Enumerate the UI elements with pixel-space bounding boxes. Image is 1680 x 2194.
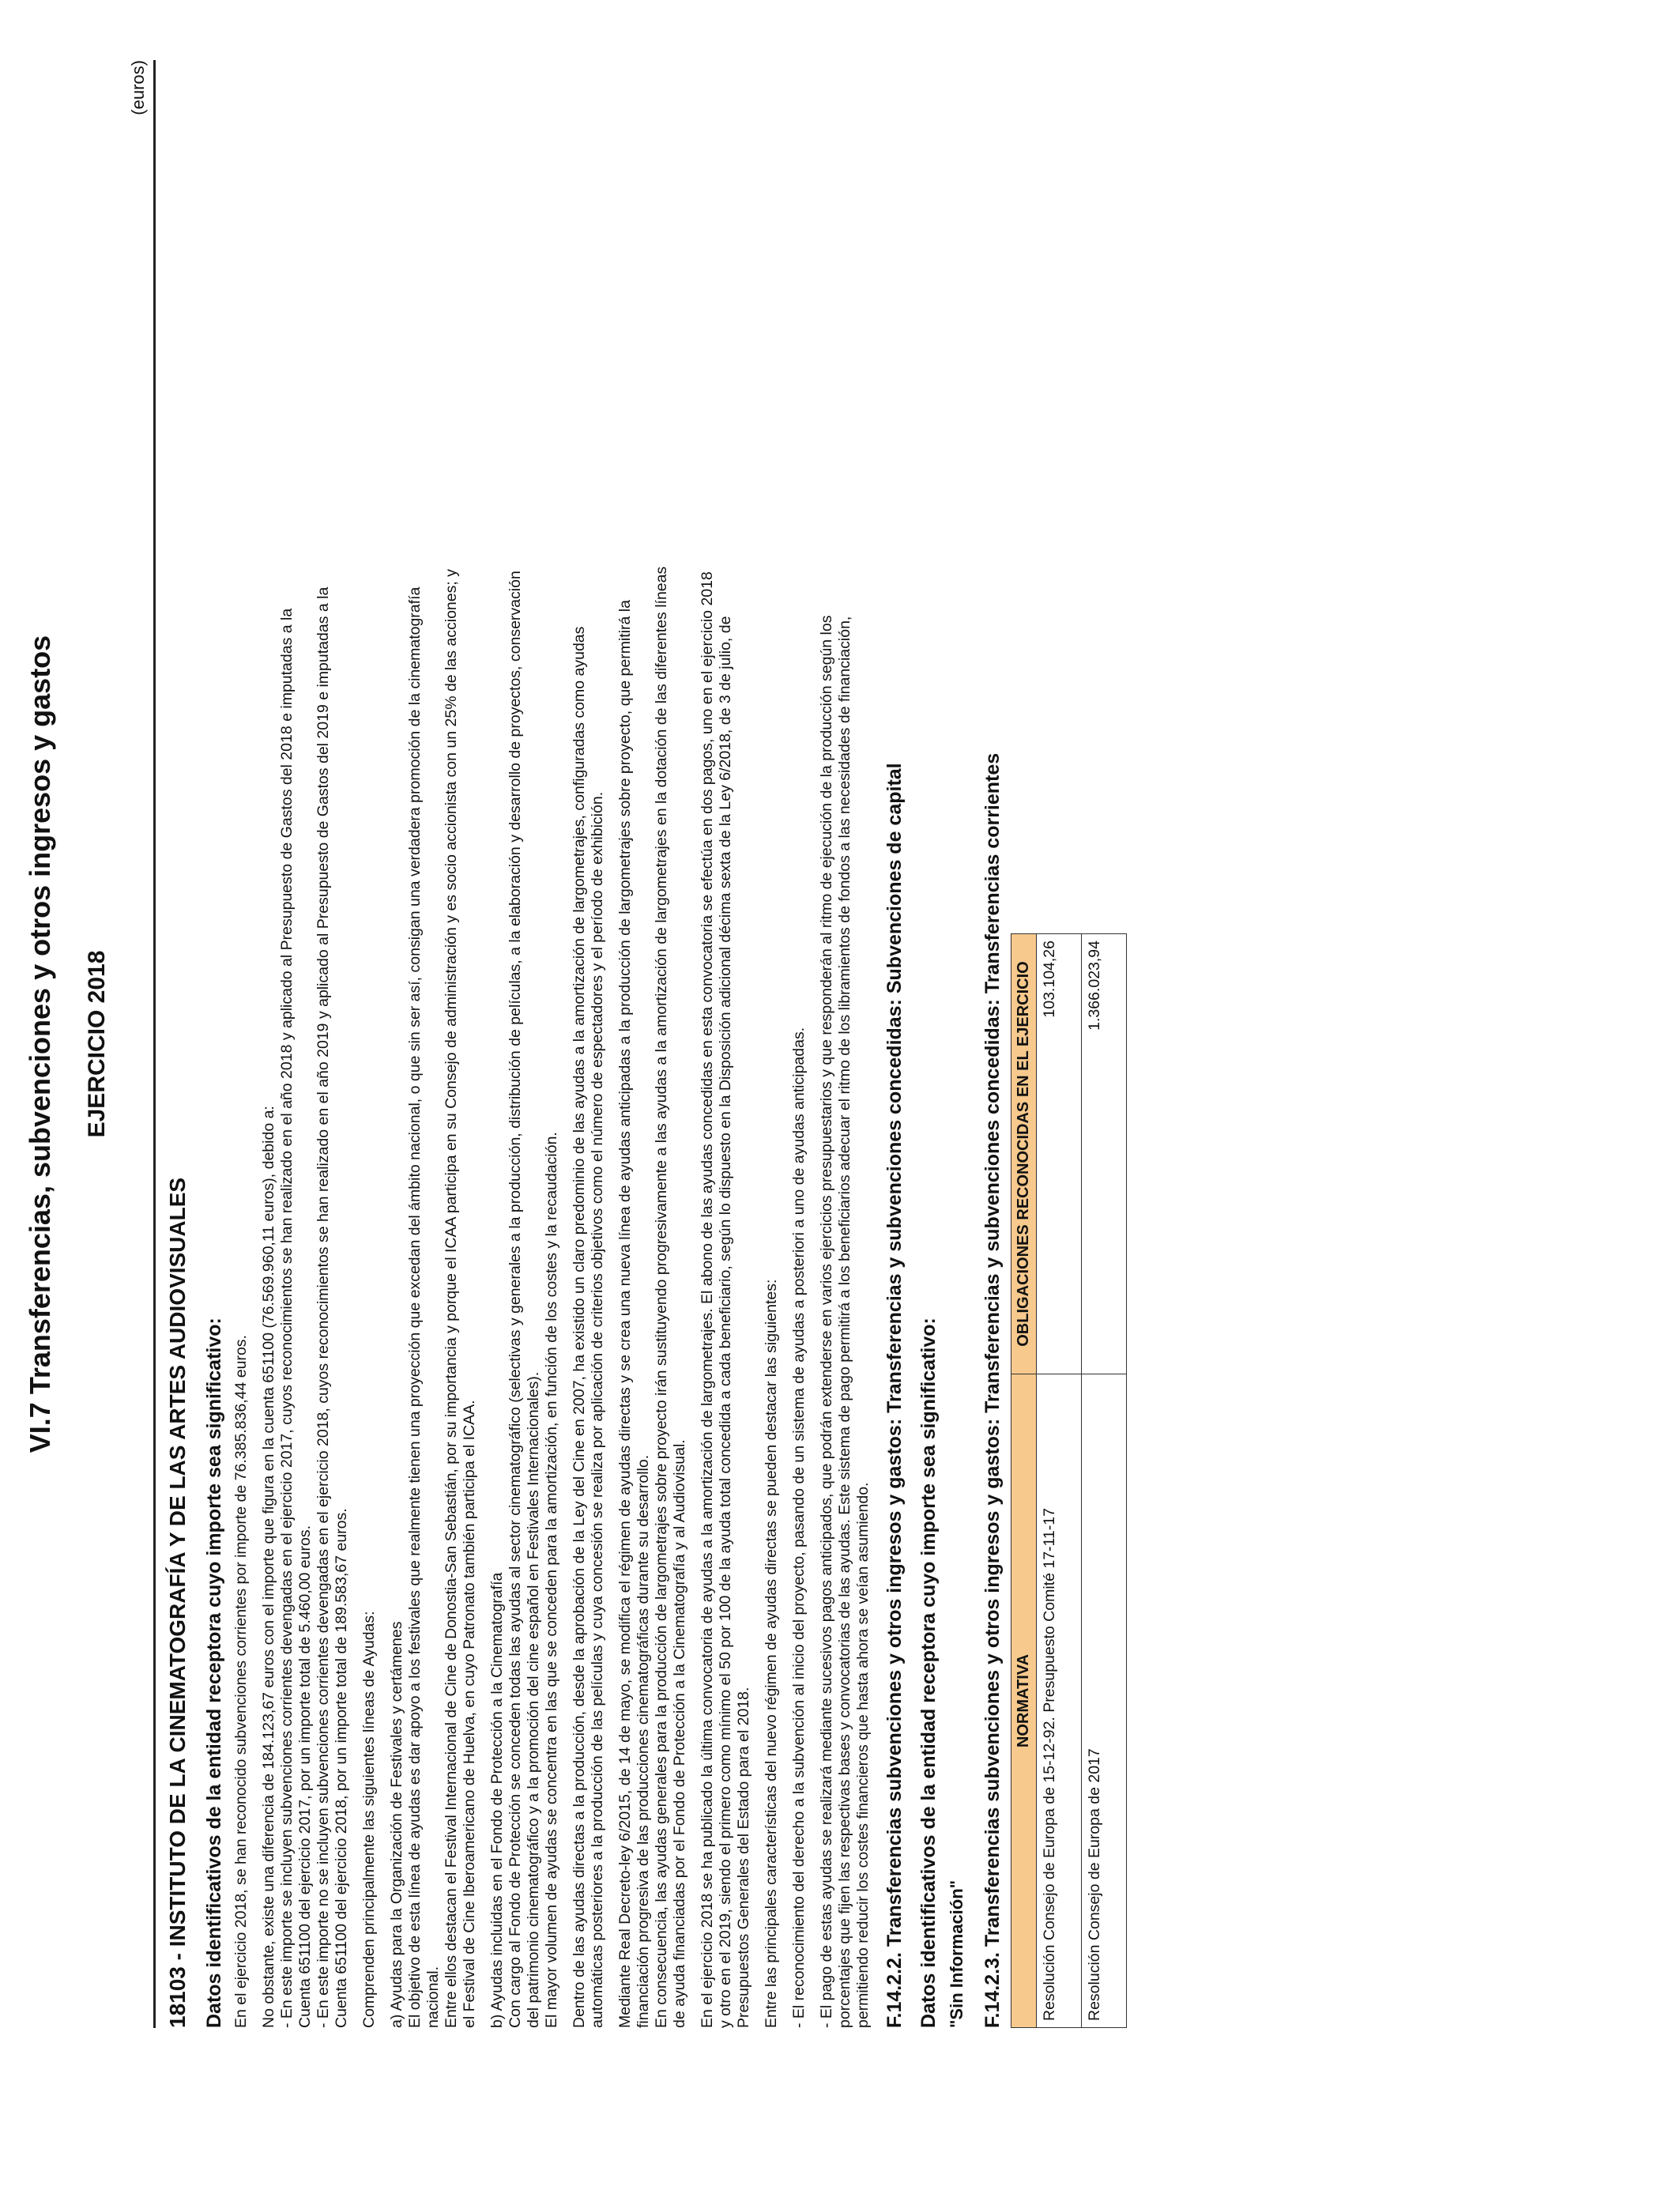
exercise-title: EJERCICIO 2018 <box>84 950 110 1138</box>
paragraph-line: Cuenta 651100 del ejercicio 2018, por un importe total de 189.583,67 euros. <box>333 1508 350 2028</box>
section1-body <box>232 60 872 2028</box>
paragraph-line: permitiendo reducir los costes financieros que hasta ahora se veían asumiendo. <box>854 1482 872 2028</box>
paragraph-line: - En este importe se incluyen subvenciones corrientes devengadas en el ejercicio 2017, cuyos reconocimientos se han realizado en el año 2018 y aplicado al Presupuesto de Gastos del 2018 e imputadas a la <box>278 608 296 2028</box>
paragraph-line: b) Ayudas incluidas en el Fondo de Protección a la Cinematografía <box>488 1572 506 2028</box>
paragraph-line: No obstante, existe una diferencia de 184.123,67 euros con el importe que figura en la cuenta 651100 (76.569.960,11 euros), debido a: <box>260 1106 277 2028</box>
paragraph <box>818 60 872 2028</box>
section2-subheading: Datos identificativos de la entidad receptora cuyo importe sea significativo: <box>917 1318 940 2028</box>
paragraph-line: Presupuestos Generales del Estado para el 2018. <box>735 1687 752 2028</box>
paragraph-line: a) Ayudas para la Organización de Festivales y certámenes <box>388 1621 405 2028</box>
paragraph-line: el Festival de Cine Iberoamericano de Huelva, en cuyo Patronato también participa el ICAA. <box>461 1400 478 2028</box>
table-row <box>1082 934 1127 2028</box>
paragraph-line: y otro en el 2019, siendo el primero como mínimo el 50 por 100 de la ayuda total concedida a cada beneficiario, según lo dispuesto en la Disposición adicional décima sexta de la Ley 6/2018, de 3 de julio, de <box>717 616 734 2028</box>
table-row <box>1037 934 1082 2028</box>
cell-amount: 103.104,26 <box>1037 934 1082 1374</box>
paragraph <box>388 60 479 2028</box>
paragraph-line: Entre ellos destacan el Festival Internacional de Cine de Donostia-San Sebastián, por su importancia y porque el ICAA participa en su Consejo de administración y es socio accionista con un 25% de las acciones; y <box>443 569 460 2028</box>
units-label: (euros) <box>128 60 148 115</box>
paragraph-line: En consecuencia, las ayudas generales para la producción de largometrajes sobre proyecto irán sustituyendo progresivamente a las ayudas a la amortización de largometrajes en la dotación de las diferentes líneas <box>653 566 670 2028</box>
paragraph-line: Entre las principales características del nuevo régimen de ayudas directas se pueden destacar las siguientes: <box>763 1279 780 2028</box>
cell-normativa: Resolución Consejo de Europa de 15-12-92. Presupuesto Comité 17-11-17 <box>1037 1374 1082 2028</box>
paragraph-line: El mayor volumen de ayudas se concentra en las que se conceden para la amortización, en función de los costes y la recaudación. <box>543 1132 560 2028</box>
paragraph <box>790 60 808 2028</box>
paragraph-line: Cuenta 651100 del ejercicio 2017, por un importe total de 5.460,00 euros. <box>296 1525 314 2028</box>
paragraph-line: Mediante Real Decreto-ley 6/2015, de 14 de mayo, se modifica el régimen de ayudas directas y se crea una nueva línea de ayudas anticipadas a la producción de largometrajes sobre proyecto, que permitirá la <box>616 600 634 2028</box>
paragraph <box>488 60 561 2028</box>
header-rule <box>153 60 156 2028</box>
section1-heading: Datos identificativos de la entidad receptora cuyo importe sea significativo: <box>203 1318 225 2028</box>
page-title: VI.7 Transferencias, subvenciones y otros ingresos y gastos <box>24 635 56 1453</box>
paragraph-line: nacional. <box>424 1966 442 2028</box>
cell-amount: 1.366.023,94 <box>1082 934 1127 1374</box>
entity-title: 18103 - INSTITUTO DE LA CINEMATOGRAFÍA Y DE LAS ARTES AUDIOVISUALES <box>165 1177 190 2028</box>
paragraph-line: - En este importe no se incluyen subvenciones corrientes devengadas en el ejercicio 2018, cuyos reconocimientos se han realizado en el año 2019 y aplicado al Presupuesto de Gastos del 2019 e imputadas a la <box>315 586 332 2028</box>
no-info-text: "Sin Información" <box>947 1879 966 2028</box>
paragraph-line: En el ejercicio 2018 se ha publicado la última convocatoria de ayudas a la amortización de largometrajes. El abono de las ayudas concedidas en esta convocatoria se efectúa en dos pagos, uno en el ejercicio 2018 <box>699 571 716 2028</box>
paragraph-line: automáticas posteriores a la producción de las películas y cuya concesión se realiza por aplicación de criterios objetivos como el número de espectadores y el período de exhibición. <box>589 791 606 2028</box>
paragraph-line: Con cargo al Fondo de Protección se conceden todas las ayudas al sector cinematográfico (selectivas y generales a la producción, distribución de películas, a la elaboración y desarrollo de proyectos, conservación <box>507 571 524 2028</box>
paragraph-line: financiación progresiva de las producciones cinematográficas durante su desarrollo. <box>635 1454 652 2028</box>
table-header-row <box>1011 934 1037 2028</box>
transfers-table <box>1011 933 1127 2028</box>
paragraph <box>763 60 781 2028</box>
col-header-normativa: NORMATIVA <box>1011 1374 1037 2028</box>
paragraph-line: - El reconocimiento del derecho a la subvención al inicio del proyecto, pasando de un sistema de ayudas a posteriori a uno de ayudas anticipadas. <box>790 1027 808 2028</box>
cell-normativa: Resolución Consejo de Europa de 2017 <box>1082 1374 1127 2028</box>
paragraph <box>360 60 379 2028</box>
paragraph <box>616 60 689 2028</box>
page-content <box>24 60 1127 2028</box>
paragraph <box>699 60 753 2028</box>
paragraph-line: porcentajes que fijen las respectivas bases y convocatorias de las ayudas. Este sistema de pago permitirá a los beneficiarios adecuar el ritmo de los libramientos de fondos a las necesidades de financiación, <box>836 616 853 2028</box>
section2-heading: F.14.2.2. Transferencias subvenciones y otros ingresos y gastos: Transferencias y subvenciones concedidas: Subvenciones de capital <box>883 763 906 2028</box>
col-header-obligaciones: OBLIGACIONES RECONOCIDAS EN EL EJERCICIO <box>1011 934 1037 1374</box>
paragraph <box>571 60 607 2028</box>
paragraph-line: - El pago de estas ayudas se realizará mediante sucesivos pagos anticipados, que podrán extenderse en varios ejercicios presupuestarios y que responderán al ritmo de ejecución de la producción según los <box>818 615 835 2028</box>
paragraph <box>232 60 250 2028</box>
paragraph-line: Comprenden principalmente las siguientes líneas de Ayudas: <box>360 1611 378 2028</box>
paragraph-line: de ayuda financiadas por el Fondo de Protección a la Cinematografía y al Audiovisual. <box>671 1439 688 2028</box>
section3-heading: F.14.2.3. Transferencias subvenciones y otros ingresos y gastos: Transferencias y subvenciones concedidas: Transferencias corrientes <box>981 752 1004 2028</box>
paragraph-line: En el ejercicio 2018, se han reconocido subvenciones corrientes por importe de 76.385.836,44 euros. <box>232 1335 250 2028</box>
paragraph-line: Dentro de las ayudas directas a la producción, desde la aprobación de la Ley del Cine en 2007, ha existido un claro predominio de las ayudas a la amortización de largometrajes, configuradas como ayudas <box>571 626 588 2028</box>
paragraph-line: del patrimonio cinematográfico y a la promoción del cine español en Festivales Internacionales). <box>525 1371 542 2028</box>
paragraph <box>260 60 351 2028</box>
paragraph-line: El objetivo de esta línea de ayudas es dar apoyo a los festivales que realmente tienen una proyección que excedan del ámbito nacional, o que sin ser así, consigan una verdadera promoción de la cinematografía <box>406 586 424 2028</box>
